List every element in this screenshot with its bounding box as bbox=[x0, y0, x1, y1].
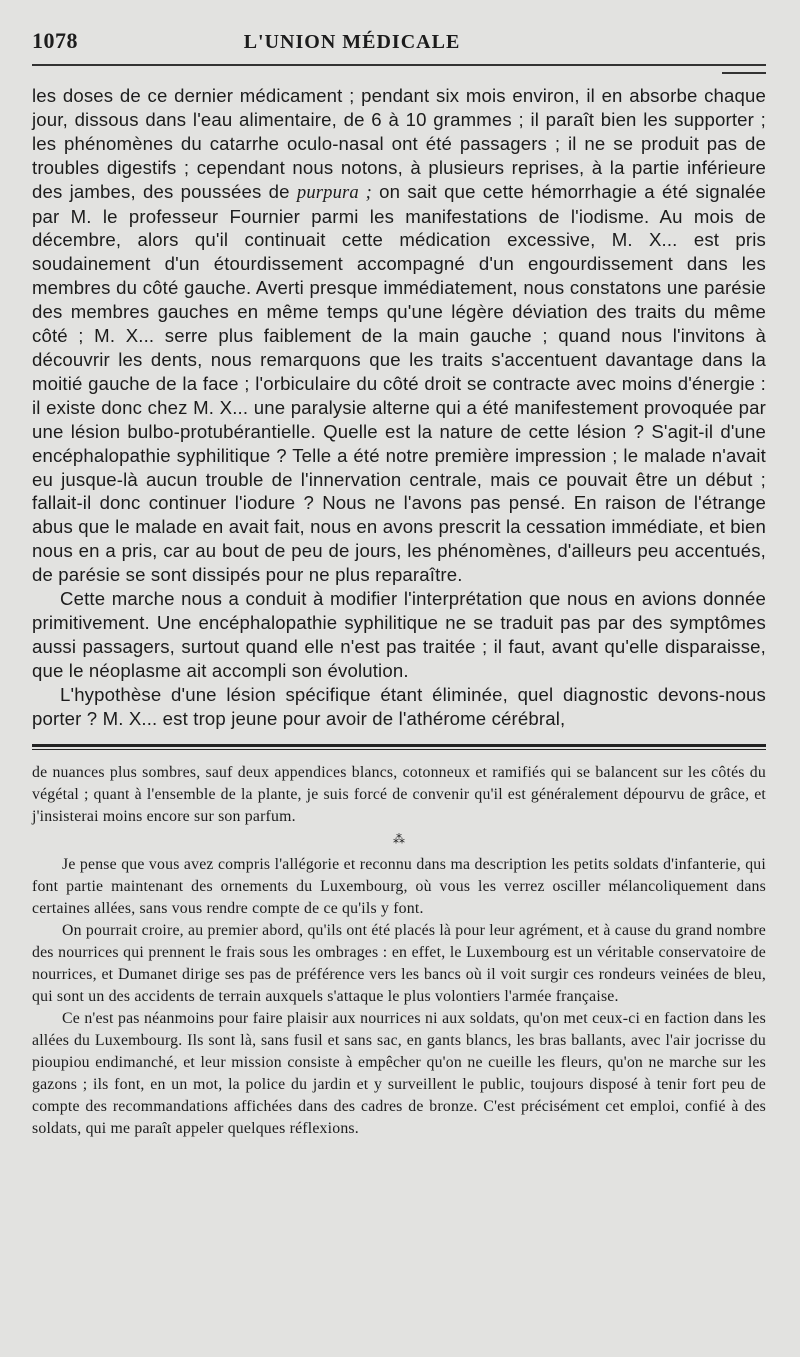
running-title: L'UNION MÉDICALE bbox=[243, 31, 461, 53]
asterism-separator: ⁂ bbox=[393, 832, 405, 847]
feuilleton-paragraph: On pourrait croire, au premier abord, qu'ils ont été placés là pour leur agrément, et à cause du grand nombre des nourrices qui prennent le frais sous les ombrages : en effet, le Luxembourg est un véritable conservatoire de nourrices, et Dumanet dirige ses pas de préférence vers les bancs où il voit surgir ces rondeurs veinées de bleu, qui sont un des accidents de terrain auxquels s'attaque le plus volontiers l'armée française. bbox=[32, 922, 766, 1006]
main-paragraph bbox=[32, 587, 766, 683]
feuilleton-paragraph: de nuances plus sombres, sauf deux appendices blancs, cotonneux et ramifiés qui se balancent sur les côtés du végétal ; quant à l'ensemble de la plante, je suis forcé de convenir qu'il est généralement dépourvu de grâce, et j'insisterai moins encore sur son parfum. bbox=[32, 764, 766, 826]
main-paragraph bbox=[32, 683, 766, 731]
feuilleton-separator-rule bbox=[32, 744, 766, 750]
feuilleton-paragraph: Je pense que vous avez compris l'allégorie et reconnu dans ma description les petits soldats d'infanterie, qui font partie maintenant des ornements du Luxembourg, où vous les verrez osciller mélancoliquement dans certaines allées, sans vous rendre compte de ce qu'ils y font. bbox=[32, 856, 766, 918]
feuilleton-section bbox=[32, 762, 766, 1140]
feuilleton-paragraph: Ce n'est pas néanmoins pour faire plaisir aux nourrices ni aux soldats, qu'on met ceux-ci en faction dans les allées du Luxembourg. Ils sont là, sans fusil et sans sac, en gants blancs, les bras ballants, avec l'air jocrisse du pioupiou endimanché, et leur mission consiste à empêcher qu'on ne cueille les fleurs, qu'on ne marche sur les gazons ; ils font, en un mot, la police du jardin et y surveillent le public, toujours disposé à tenir fort peu de compte des recommandations affichées dans des cadres de bronze. C'est précisément cet emploi, confié à des soldats, qui me paraît appeler quelques réflexions. bbox=[32, 1010, 766, 1138]
paragraph-text: les doses de ce dernier médicament ; pendant six mois environ, il en absorbe chaque jour, dissous dans l'eau alimentaire, de 6 à 10 grammes ; il paraît bien les supporter ; les phénomènes du catarrhe oculo-nasal ont été passagers ; il ne se produit pas de troubles digestifs ; cependant nous notons, à plusieurs reprises, à la partie inférieure des jambes, des poussées de bbox=[32, 85, 766, 202]
paragraph-text: on sait que cette hémorrhagie a été signalée par M. le professeur Fournier parmi les manifestations de l'iodisme. Au mois de décembre, alors qu'il continuait cette médication excessive, M. X... est pris soudainement d'un étourdissement accompagné d'un engourdissement dans les membres du côté gauche. Averti presque immédiatement, nous constatons une parésie des membres gauches en même temps qu'une légère déviation des traits du même côté ; M. X... serre plus faiblement de la main gauche ; quand nous l'invitons à découvrir les dents, nous remarquons que les traits s'accentuent davantage dans la moitié gauche de la face ; l'orbiculaire du côté droit se contracte avec moins d'énergie : il existe donc chez M. X... une paralysie alterne qui a été manifestement provoquée par une lésion bulbo-protubérantielle. Quelle est la nature de cette lésion ? S'agit-il d'une encéphalopathie syphilitique ? Telle a été notre première impression ; le malade n'avait eu jusque-là aucun trouble de l'innervation centrale, mais ce pouvait être un début ; fallait-il donc continuer l'iodure ? Nous ne l'avons pas pensé. En raison de l'étrange abus que le malade en avait fait, nous en avons prescrit la cessation immédiate, et bien nous en a pris, car au bout de peu de jours, les phénomènes, d'ailleurs peu accentués, de parésie se sont dissipés pour ne plus reparaître. bbox=[32, 180, 766, 586]
paragraph-text: Cette marche nous a conduit à modifier l'interprétation que nous en avions donnée primitivement. Une encéphalopathie syphilitique ne se traduit pas par des symptômes aussi passagers, surtout quand elle n'est pas traitée ; il faut, avant qu'elle disparaisse, que le néoplasme ait accompli son évolution. bbox=[32, 588, 766, 681]
page-number: 1078 bbox=[32, 28, 78, 53]
italic-term: purpura ; bbox=[296, 181, 372, 203]
main-article-text bbox=[32, 84, 766, 730]
page-header bbox=[32, 28, 766, 62]
paragraph-text: L'hypothèse d'une lésion spécifique étant éliminée, quel diagnostic devons-nous porter ? M. X... est trop jeune pour avoir de l'athérome cérébral, bbox=[32, 683, 766, 729]
main-paragraph bbox=[32, 84, 766, 587]
header-rule bbox=[32, 64, 766, 66]
